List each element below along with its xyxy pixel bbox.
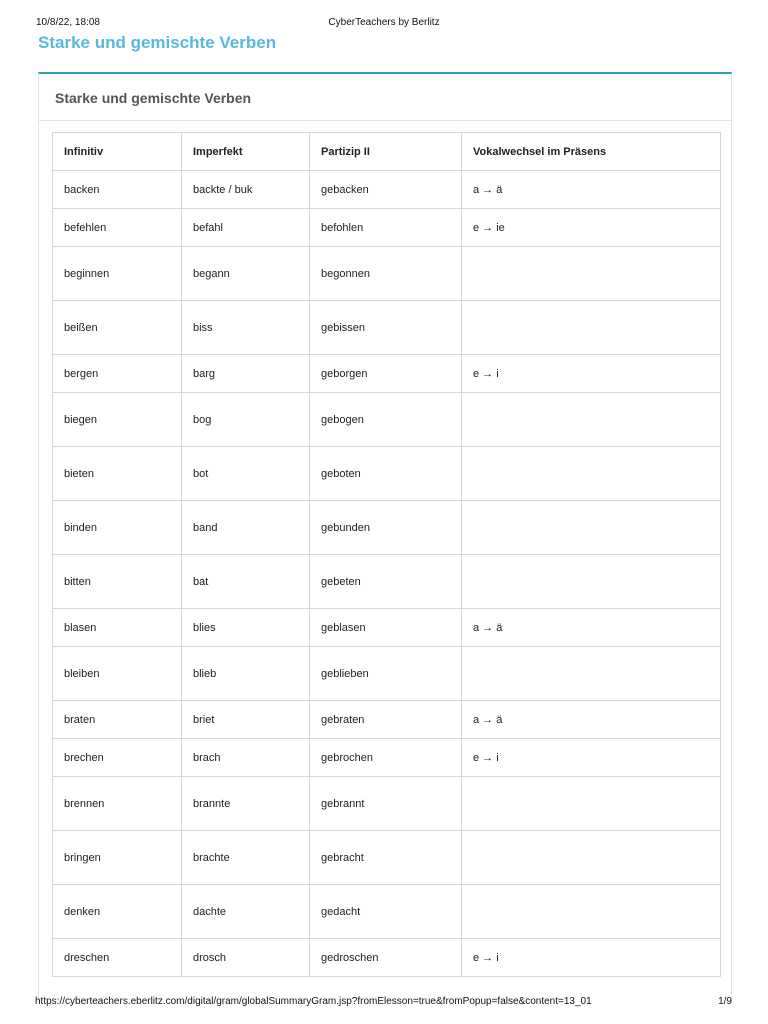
table-row <box>53 171 721 209</box>
table-row <box>53 555 721 609</box>
cell-imperfekt: brachte <box>182 831 310 885</box>
table-row <box>53 609 721 647</box>
cell-vokalwechsel: a → ä <box>462 171 721 209</box>
cell-infinitiv: befehlen <box>53 209 182 247</box>
cell-imperfekt: brach <box>182 739 310 777</box>
table-row <box>53 355 721 393</box>
table-row <box>53 885 721 939</box>
cell-partizip: gebeten <box>310 555 462 609</box>
cell-infinitiv: biegen <box>53 393 182 447</box>
cell-imperfekt: bog <box>182 393 310 447</box>
print-url: https://cyberteachers.eberlitz.com/digital/gram/globalSummaryGram.jsp?fromElesson=true&fromPopup=false&content=13_01 <box>35 996 592 1007</box>
card-title: Starke und gemischte Verben <box>55 90 252 106</box>
cell-partizip: gebrochen <box>310 739 462 777</box>
cell-imperfekt: blieb <box>182 647 310 701</box>
cell-partizip: geblasen <box>310 609 462 647</box>
cell-imperfekt: barg <box>182 355 310 393</box>
cell-vokalwechsel: e → i <box>462 739 721 777</box>
table-row <box>53 831 721 885</box>
cell-vokalwechsel <box>462 777 721 831</box>
cell-vokalwechsel: a → ä <box>462 609 721 647</box>
cell-partizip: gebunden <box>310 501 462 555</box>
card-divider <box>39 120 731 121</box>
cell-vokalwechsel <box>462 393 721 447</box>
cell-partizip: gebrannt <box>310 777 462 831</box>
cell-imperfekt: brannte <box>182 777 310 831</box>
cell-imperfekt: backte / buk <box>182 171 310 209</box>
cell-infinitiv: bringen <box>53 831 182 885</box>
table-row <box>53 301 721 355</box>
cell-partizip: gebraten <box>310 701 462 739</box>
cell-infinitiv: bergen <box>53 355 182 393</box>
cell-imperfekt: biss <box>182 301 310 355</box>
cell-vokalwechsel: e → ie <box>462 209 721 247</box>
cell-imperfekt: befahl <box>182 209 310 247</box>
cell-infinitiv: bieten <box>53 447 182 501</box>
table-row <box>53 739 721 777</box>
header-imperfekt: Imperfekt <box>182 133 310 171</box>
cell-vokalwechsel <box>462 301 721 355</box>
header-partizip: Partizip II <box>310 133 462 171</box>
cell-vokalwechsel <box>462 647 721 701</box>
cell-infinitiv: bitten <box>53 555 182 609</box>
cell-infinitiv: bleiben <box>53 647 182 701</box>
cell-imperfekt: briet <box>182 701 310 739</box>
cell-infinitiv: beginnen <box>53 247 182 301</box>
cell-partizip: begonnen <box>310 247 462 301</box>
cell-infinitiv: denken <box>53 885 182 939</box>
cell-vokalwechsel: a → ä <box>462 701 721 739</box>
cell-partizip: gebissen <box>310 301 462 355</box>
table-row <box>53 209 721 247</box>
cell-infinitiv: brechen <box>53 739 182 777</box>
print-page-number: 1/9 <box>718 996 732 1007</box>
cell-imperfekt: begann <box>182 247 310 301</box>
grammar-card <box>38 72 732 1002</box>
cell-imperfekt: band <box>182 501 310 555</box>
cell-vokalwechsel <box>462 885 721 939</box>
verb-table <box>52 132 721 977</box>
table-header-row <box>53 133 721 171</box>
cell-partizip: gedacht <box>310 885 462 939</box>
cell-partizip: geblieben <box>310 647 462 701</box>
page-title: Starke und gemischte Verben <box>38 33 277 52</box>
table-row <box>53 647 721 701</box>
cell-vokalwechsel <box>462 555 721 609</box>
cell-vokalwechsel <box>462 831 721 885</box>
cell-partizip: gebogen <box>310 393 462 447</box>
cell-vokalwechsel <box>462 247 721 301</box>
header-vokalwechsel: Vokalwechsel im Präsens <box>462 133 721 171</box>
table-row <box>53 447 721 501</box>
table-row <box>53 501 721 555</box>
table-row <box>53 247 721 301</box>
cell-infinitiv: braten <box>53 701 182 739</box>
cell-vokalwechsel: e → i <box>462 939 721 977</box>
print-datetime: 10/8/22, 18:08 <box>36 17 100 28</box>
cell-partizip: gebacken <box>310 171 462 209</box>
table-row <box>53 393 721 447</box>
cell-partizip: geborgen <box>310 355 462 393</box>
cell-vokalwechsel <box>462 501 721 555</box>
table-row <box>53 939 721 977</box>
cell-infinitiv: backen <box>53 171 182 209</box>
cell-imperfekt: drosch <box>182 939 310 977</box>
cell-partizip: gedroschen <box>310 939 462 977</box>
print-site-title: CyberTeachers by Berlitz <box>328 17 440 28</box>
table-row <box>53 701 721 739</box>
cell-vokalwechsel <box>462 447 721 501</box>
cell-imperfekt: blies <box>182 609 310 647</box>
table-row <box>53 777 721 831</box>
cell-imperfekt: bat <box>182 555 310 609</box>
cell-infinitiv: dreschen <box>53 939 182 977</box>
cell-infinitiv: blasen <box>53 609 182 647</box>
cell-partizip: geboten <box>310 447 462 501</box>
cell-imperfekt: dachte <box>182 885 310 939</box>
header-infinitiv: Infinitiv <box>53 133 182 171</box>
cell-infinitiv: binden <box>53 501 182 555</box>
cell-imperfekt: bot <box>182 447 310 501</box>
cell-vokalwechsel: e → i <box>462 355 721 393</box>
cell-infinitiv: beißen <box>53 301 182 355</box>
cell-partizip: gebracht <box>310 831 462 885</box>
cell-infinitiv: brennen <box>53 777 182 831</box>
cell-partizip: befohlen <box>310 209 462 247</box>
